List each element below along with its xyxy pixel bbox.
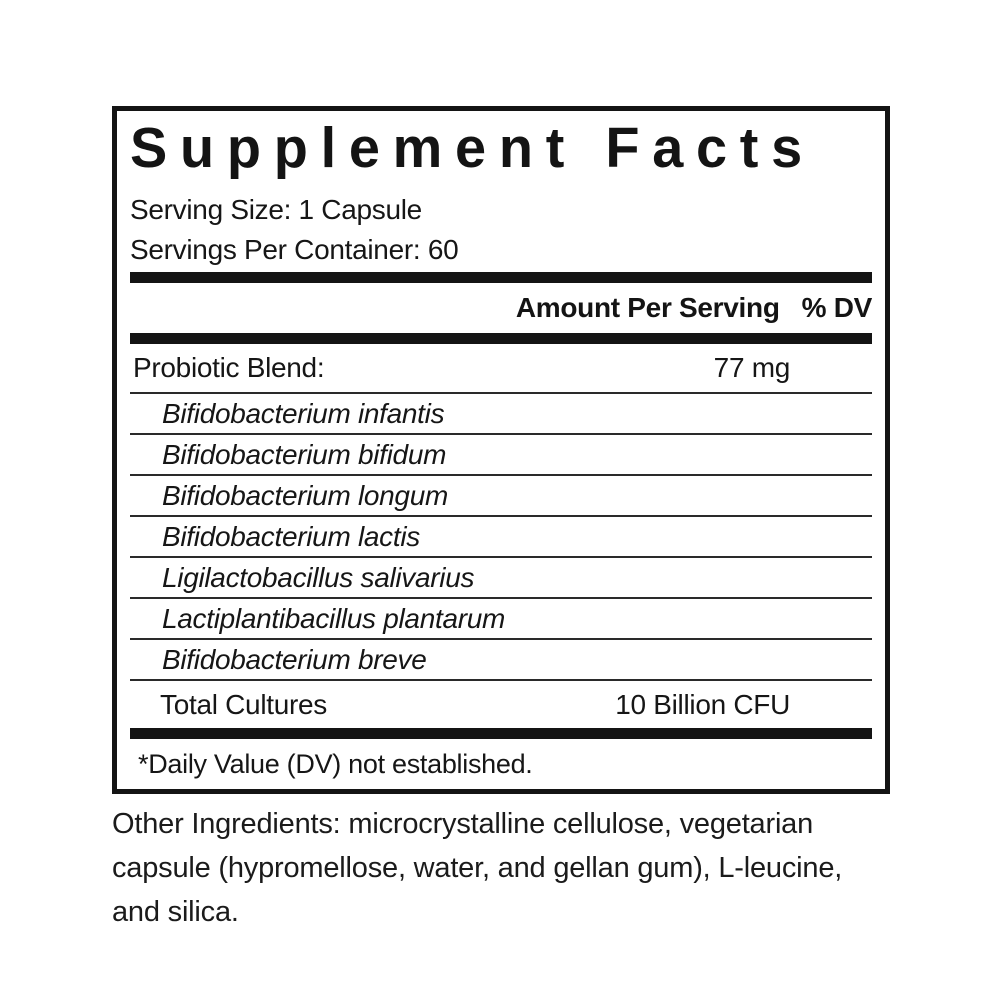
ingredient-name: Bifidobacterium lactis bbox=[162, 520, 420, 552]
amount-per-serving-header: Amount Per Serving bbox=[515, 292, 780, 323]
ingredient-name: Total Cultures bbox=[160, 688, 327, 720]
column-header-row bbox=[130, 283, 872, 333]
percent-dv-header: % DV bbox=[801, 292, 872, 323]
ingredient-amount: 10 Billion CFU bbox=[615, 688, 790, 720]
divider-thick-bottom bbox=[130, 728, 872, 739]
ingredient-name: Lactiplantibacillus plantarum bbox=[162, 602, 506, 634]
daily-value-footnote: *Daily Value (DV) not established. bbox=[138, 748, 533, 779]
ingredient-row bbox=[130, 344, 872, 394]
ingredient-name: Ligilactobacillus salivarius bbox=[162, 561, 475, 593]
ingredient-row bbox=[130, 558, 872, 599]
supplement-facts-panel bbox=[112, 106, 890, 794]
ingredient-row bbox=[130, 517, 872, 558]
ingredient-row bbox=[130, 681, 872, 728]
ingredient-name: Bifidobacterium bifidum bbox=[162, 438, 447, 470]
ingredient-rows bbox=[130, 344, 872, 728]
ingredient-row bbox=[130, 394, 872, 435]
other-ingredients-text: Other Ingredients: microcrystalline cellulose, vegetarian capsule (hypromellose, water, and gellan gum), L-leucine, and silica. bbox=[112, 808, 843, 928]
serving-size-text: Serving Size: 1 Capsule bbox=[130, 194, 422, 225]
ingredient-name: Bifidobacterium breve bbox=[162, 643, 427, 675]
divider-thick-top bbox=[130, 272, 872, 283]
ingredient-row bbox=[130, 640, 872, 681]
ingredient-name: Probiotic Blend: bbox=[133, 352, 325, 383]
ingredient-row bbox=[130, 599, 872, 640]
ingredient-amount: 77 mg bbox=[713, 352, 790, 383]
panel-title: Supplement Facts bbox=[130, 116, 815, 180]
divider-thick-middle bbox=[130, 333, 872, 344]
ingredient-row bbox=[130, 435, 872, 476]
ingredient-row bbox=[130, 476, 872, 517]
ingredient-name: Bifidobacterium infantis bbox=[162, 397, 445, 429]
ingredient-name: Bifidobacterium longum bbox=[162, 479, 448, 511]
servings-per-container-text: Servings Per Container: 60 bbox=[130, 234, 459, 265]
